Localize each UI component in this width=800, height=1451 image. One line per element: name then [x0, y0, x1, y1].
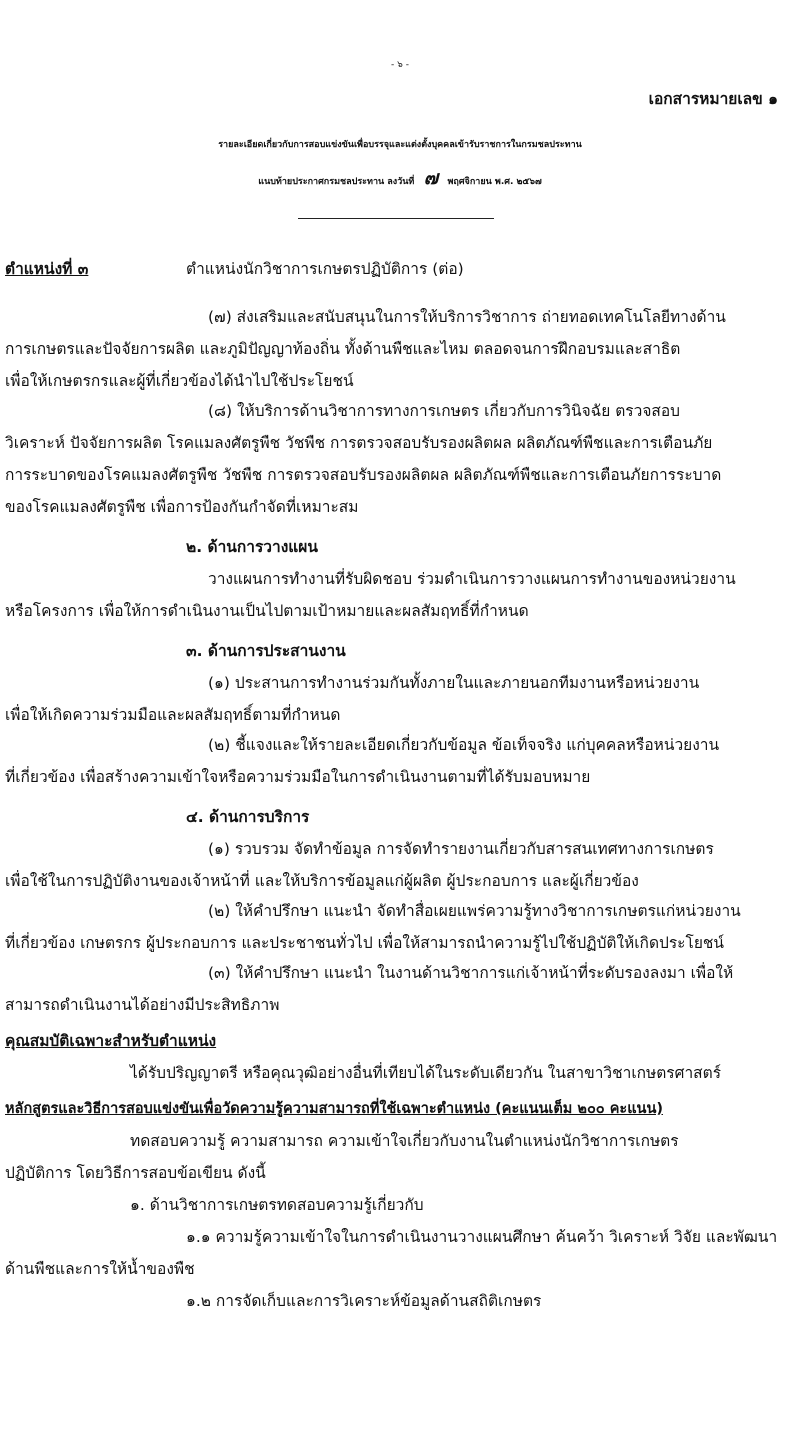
item7-line-2: การเกษตรและปัจจัยการผลิต และภูมิปัญญาท้องถิ่น ทั้งด้านพืชและไหม ตลอดจนการฝึกอบรมและสาธิต [5, 340, 681, 358]
item8-line-3: การระบาดของโรคแมลงศัตรูพืช วัชพืช การตรวจสอบรับรองผลิตผล ผลิตภัณฑ์พืชและการเตือนภัยการระบาด [5, 466, 722, 484]
exam-subject-1-1-line-2: ด้านพืชและการให้น้ำของพืช [5, 1260, 195, 1278]
section-3-heading: ๓. ด้านการประสานงาน [186, 642, 346, 660]
section-4-item3-line-2: สามารถดำเนินงานได้อย่างมีประสิทธิภาพ [5, 996, 280, 1014]
title-line-1: รายละเอียดเกี่ยวกับการสอบแข่งขันเพื่อบรรจุและแต่งตั้งบุคคลเข้ารับราชการในกรมชลประทาน [218, 140, 582, 150]
section-3-item2-line-1: (๒) ชี้แจงและให้รายละเอียดเกี่ยวกับข้อมูล ข้อเท็จจริง แก่บุคคลหรือหน่วยงาน [208, 736, 720, 754]
section-4-item3-line-1: (๓) ให้คำปรึกษา แนะนำ ในงานด้านวิชาการแก่เจ้าหน้าที่ระดับรองลงมา เพื่อให้ [208, 964, 734, 982]
exam-subject-1-1-line-1: ๑.๑ ความรู้ความเข้าใจในการดำเนินงานวางแผนศึกษา ค้นคว้า วิเคราะห์ วิจัย และพัฒนา [186, 1228, 778, 1246]
exam-subject-1: ๑. ด้านวิชาการเกษตรทดสอบความรู้เกี่ยวกับ [130, 1196, 424, 1214]
section-4-item1-line-1: (๑) รวบรวม จัดทำข้อมูล การจัดทำรายงานเกี่ยวกับสารสนเทศทางการเกษตร [208, 840, 714, 858]
section-4-item2-line-1: (๒) ให้คำปรึกษา แนะนำ จัดทำสื่อเผยแพร่ความรู้ทางวิชาการเกษตรแก่หน่วยงาน [208, 902, 741, 920]
page-number: - ๖ - [391, 60, 409, 70]
section-3-item2-line-2: ที่เกี่ยวข้อง เพื่อสร้างความเข้าใจหรือความร่วมมือในการดำเนินงานตามที่ได้รับมอบหมาย [5, 768, 591, 786]
title-line-2 [0, 167, 800, 193]
item8-line-2: วิเคราะห์ ปัจจัยการผลิต โรคแมลงศัตรูพืช วัชพืช การตรวจสอบรับรองผลิตผล ผลิตภัณฑ์พืชและการเตือนภัย [5, 434, 713, 452]
item7-line-1: (๗) ส่งเสริมและสนับสนุนในการให้บริการวิชาการ ถ่ายทอดเทคโนโลยีทางด้าน [208, 308, 726, 326]
position-label: ตำแหน่งที่ ๓ [5, 260, 89, 278]
exam-subject-1-2: ๑.๒ การจัดเก็บและการวิเคราะห์ข้อมูลด้านสถิติเกษตร [186, 1292, 542, 1310]
section-3-item1-line-1: (๑) ประสานการทำงานร่วมกันทั้งภายในและภายนอกทีมงานหรือหน่วยงาน [208, 674, 700, 692]
title-line-2-prefix: แนบท้ายประกาศกรมชลประทาน ลงวันที่ [258, 177, 415, 187]
document-number: เอกสารหมายเลข ๑ [648, 90, 778, 108]
qualification-line-1: ได้รับปริญญาตรี หรือคุณวุฒิอย่างอื่นที่เทียบได้ในระดับเดียวกัน ในสาขาวิชาเกษตรศาสตร์ [130, 1064, 722, 1082]
announcement-day: ๗ [423, 167, 439, 189]
section-2-heading: ๒. ด้านการวางแผน [186, 538, 318, 556]
section-2-line-1: วางแผนการทำงานที่รับผิดชอบ ร่วมดำเนินการวางแผนการทำงานของหน่วยงาน [208, 570, 736, 588]
title-divider [298, 218, 494, 219]
section-4-item2-line-2: ที่เกี่ยวข้อง เกษตรกร ผู้ประกอบการ และประชาชนทั่วไป เพื่อให้สามารถนำความรู้ไปใช้ปฏิบัติให้เกิดประโยชน์ [5, 934, 725, 952]
exam-line-1: ทดสอบความรู้ ความสามารถ ความเข้าใจเกี่ยวกับงานในตำแหน่งนักวิชาการเกษตร [130, 1132, 679, 1150]
exam-heading: หลักสูตรและวิธีการสอบแข่งขันเพื่อวัดความรู้ความสามารถที่ใช้เฉพาะตำแหน่ง (คะแนนเต็ม ๒๐๐ คะแนน) [5, 1101, 663, 1117]
title-line-2-suffix: พฤศจิกายน พ.ศ. ๒๕๖๗ [447, 177, 542, 187]
item7-line-3: เพื่อให้เกษตรกรและผู้ที่เกี่ยวข้องได้นำไปใช้ประโยชน์ [5, 372, 354, 390]
qualification-heading: คุณสมบัติเฉพาะสำหรับตำแหน่ง [5, 1032, 217, 1050]
section-3-item1-line-2: เพื่อให้เกิดความร่วมมือและผลสัมฤทธิ์ตามที่กำหนด [5, 706, 341, 724]
section-4-heading: ๔. ด้านการบริการ [186, 808, 310, 826]
item8-line-4: ของโรคแมลงศัตรูพืช เพื่อการป้องกันกำจัดที่เหมาะสม [5, 498, 359, 516]
section-2-line-2: หรือโครงการ เพื่อให้การดำเนินงานเป็นไปตามเป้าหมายและผลสัมฤทธิ์ที่กำหนด [5, 602, 529, 620]
section-4-item1-line-2: เพื่อใช้ในการปฏิบัติงานของเจ้าหน้าที่ และให้บริการข้อมูลแก่ผู้ผลิต ผู้ประกอบการ และผู้เกี่ยวข้อง [5, 872, 639, 890]
position-title: ตำแหน่งนักวิชาการเกษตรปฏิบัติการ (ต่อ) [186, 260, 464, 278]
item8-line-1: (๘) ให้บริการด้านวิชาการทางการเกษตร เกี่ยวกับการวินิจฉัย ตรวจสอบ [208, 402, 681, 420]
exam-line-2: ปฏิบัติการ โดยวิธีการสอบข้อเขียน ดังนี้ [5, 1164, 266, 1182]
